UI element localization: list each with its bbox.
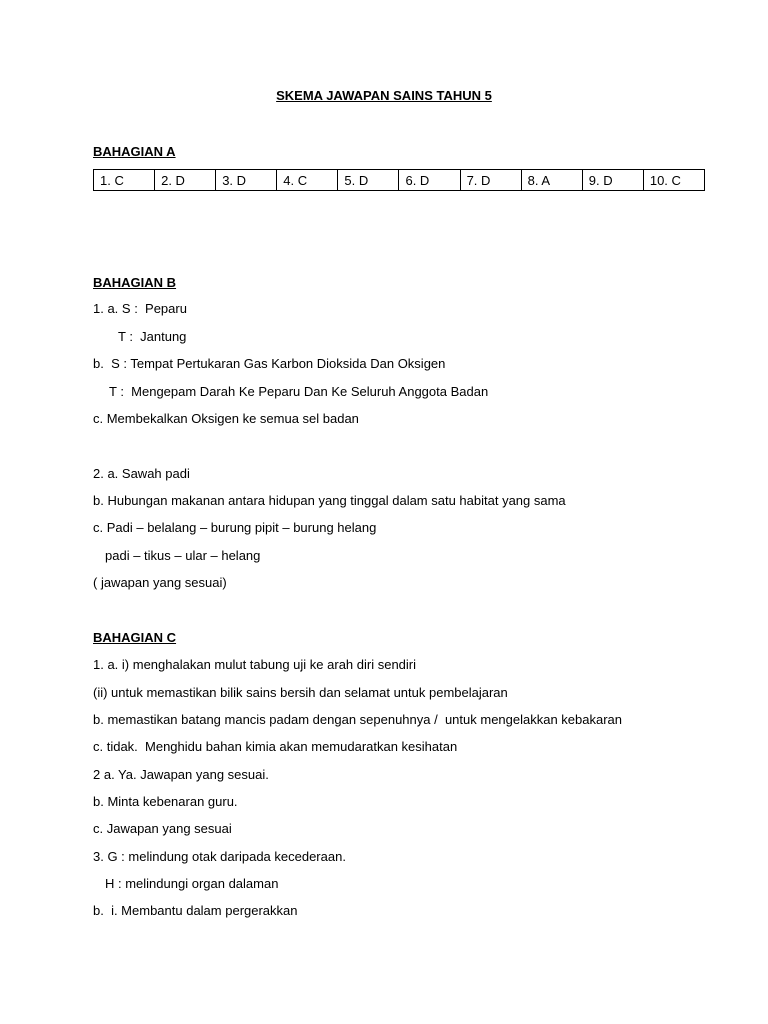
section-b-line: ( jawapan yang sesuai) — [93, 575, 227, 590]
section-c-line: b. i. Membantu dalam pergerakkan — [93, 903, 298, 918]
section-b-line: c. Padi – belalang – burung pipit – burung helang — [93, 520, 377, 535]
section-c-line: 3. G : melindung otak daripada kecederaan. — [93, 849, 346, 864]
section-c-heading: BAHAGIAN C — [93, 630, 177, 645]
answer-cell: 1. C — [94, 170, 155, 191]
section-c-line: b. Minta kebenaran guru. — [93, 794, 238, 809]
section-b-line: c. Membekalkan Oksigen ke semua sel badan — [93, 411, 359, 426]
section-c-line: 2 a. Ya. Jawapan yang sesuai. — [93, 767, 269, 782]
answer-cell: 4. C — [277, 170, 338, 191]
section-b-line: padi – tikus – ular – helang — [105, 548, 261, 563]
section-a-answer-table — [93, 169, 705, 191]
section-a-heading: BAHAGIAN A — [93, 144, 176, 159]
section-c-line: H : melindungi organ dalaman — [105, 876, 279, 891]
section-b-line: b. S : Tempat Pertukaran Gas Karbon Dioksida Dan Oksigen — [93, 356, 446, 371]
section-b-line: T : Jantung — [118, 329, 187, 344]
answer-cell: 7. D — [460, 170, 521, 191]
section-c-line: b. memastikan batang mancis padam dengan sepenuhnya / untuk mengelakkan kebakaran — [93, 712, 623, 727]
section-b-heading: BAHAGIAN B — [93, 275, 177, 290]
answer-row — [94, 170, 705, 191]
answer-cell: 10. C — [643, 170, 704, 191]
answer-cell: 9. D — [582, 170, 643, 191]
section-b-line: b. Hubungan makanan antara hidupan yang tinggal dalam satu habitat yang sama — [93, 493, 566, 508]
document-title: SKEMA JAWAPAN SAINS TAHUN 5 — [276, 88, 492, 103]
answer-cell: 2. D — [155, 170, 216, 191]
section-b-line: T : Mengepam Darah Ke Peparu Dan Ke Seluruh Anggota Badan — [109, 384, 489, 399]
section-c-line: (ii) untuk memastikan bilik sains bersih dan selamat untuk pembelajaran — [93, 685, 508, 700]
answer-cell: 3. D — [216, 170, 277, 191]
answer-cell: 5. D — [338, 170, 399, 191]
answer-cell: 6. D — [399, 170, 460, 191]
answer-cell: 8. A — [521, 170, 582, 191]
section-c-line: c. tidak. Menghidu bahan kimia akan memudaratkan kesihatan — [93, 739, 458, 754]
section-b-line: 1. a. S : Peparu — [93, 301, 187, 316]
section-c-line: 1. a. i) menghalakan mulut tabung uji ke arah diri sendiri — [93, 657, 417, 672]
section-b-line: 2. a. Sawah padi — [93, 466, 190, 481]
section-c-line: c. Jawapan yang sesuai — [93, 821, 232, 836]
